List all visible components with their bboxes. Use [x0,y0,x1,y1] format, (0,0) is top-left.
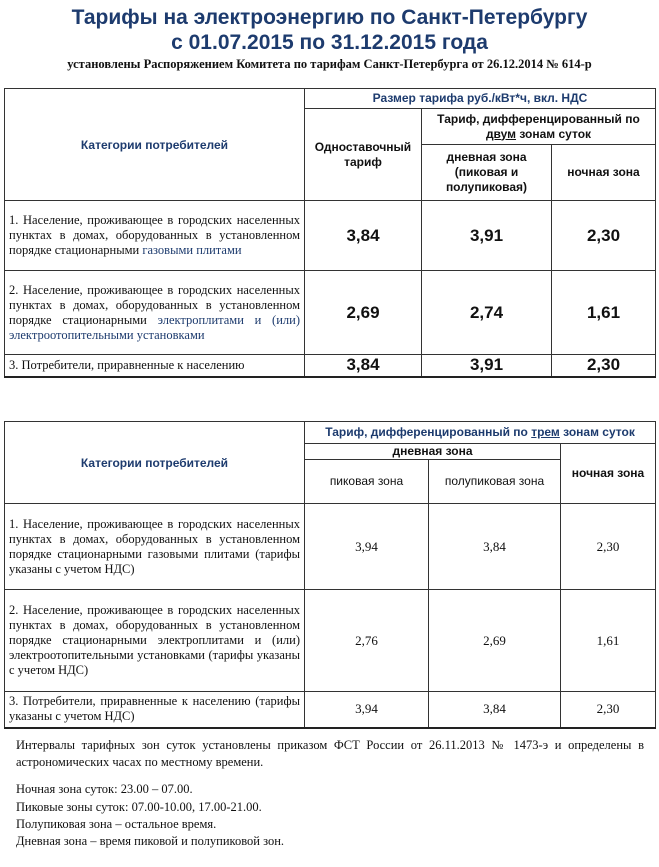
category-label-text: 2. Население, проживающее в городских населенных пунктах в домах, оборудованных в установленном порядке стационарными [9,282,300,327]
two-zone-header [422,109,656,145]
halfpeak-zone-value: 3,84 [429,692,561,728]
size-header: Размер тарифа руб./кВт*ч, вкл. НДС [305,89,656,109]
night-zone-value: 2,30 [552,355,656,377]
halfpeak-zone-note-text: – остальное время. [112,817,217,831]
category-label: 3. Потребители, приравненные к населению (тарифы указаны с учетом НДС) [5,692,305,728]
three-zone-header-post: зонам суток [559,425,635,439]
category-header: Категории потребителей [5,422,305,504]
night-zone-value: 1,61 [561,590,656,692]
intervals-note: Интервалы тарифных зон суток установлены приказом ФСТ России от 26.11.2013 № 1473-э и определены в астрономических часах по местному времени. [16,738,644,769]
three-zone-header-word: трем [531,425,560,439]
single-rate-value: 3,84 [305,201,422,271]
category-label-highlight: газовыми плитами [142,243,242,257]
night-zone-value: 2,30 [561,692,656,728]
day-zone-value: 3,91 [422,355,552,377]
peak-zone-header: пиковая зона [305,460,429,504]
tariff-table-two-zones [4,88,656,378]
tariff-table-three-zones [4,421,656,729]
halfpeak-zone-note-label: Полупиковая зона [16,817,113,831]
peak-zone-note [16,799,644,816]
day-zone-header: дневная зона [305,444,561,460]
category-label-text: 3. Потребители, приравненные к населению [9,357,245,372]
two-zone-header-pre: Тариф, дифференцированный по [437,111,640,126]
category-label [5,271,305,355]
page-title: Тарифы на электроэнергию по Санкт-Петербургу [71,6,588,29]
two-zone-header-word: двум [485,126,517,141]
night-zone-note [16,781,644,798]
halfpeak-zone-note [16,816,644,833]
peak-zone-value: 3,94 [305,504,429,590]
peak-zone-value: 2,76 [305,590,429,692]
category-label [5,355,305,377]
day-zone-value: 3,91 [422,201,552,271]
day-zone-note-text: – время пиковой и полупиковой зон. [87,834,285,848]
peak-zone-note-label: Пиковые зоны суток: [16,800,132,814]
day-zone-header: дневная зона (пиковая и полупиковая) [422,145,552,201]
night-zone-note-time: 23.00 – 07.00. [120,782,193,796]
night-zone-note-label: Ночная зона суток: [16,782,121,796]
single-rate-value: 2,69 [305,271,422,355]
night-zone-value: 1,61 [552,271,656,355]
category-header: Категории потребителей [5,89,305,201]
three-zone-header [305,422,656,444]
halfpeak-zone-value: 3,84 [429,504,561,590]
night-zone-header: ночная зона [552,145,656,201]
day-zone-note [16,833,644,850]
category-label-text: 1. Население, проживающее в городских населенных пунктах в домах, оборудованных в установленном порядке стационарными [9,213,300,257]
night-zone-header: ночная зона [561,444,656,504]
day-zone-value: 2,74 [422,271,552,355]
day-zone-note-label: Дневная зона [16,834,88,848]
peak-zone-note-time: 07.00-10.00, 17.00-21.00. [131,800,262,814]
peak-zone-value: 3,94 [305,692,429,728]
single-rate-value: 3,84 [305,355,422,377]
halfpeak-zone-header: полупиковая зона [429,460,561,504]
category-label: 2. Население, проживающее в городских населенных пунктах в домах, оборудованных в установленном порядке стационарными электроплитами и (или) электроотопительными установками (тарифы указаны с учетом НДС) [5,590,305,692]
night-zone-value: 2,30 [561,504,656,590]
night-zone-value: 2,30 [552,201,656,271]
single-rate-header: Одноставочный тариф [305,109,422,201]
category-label-highlight: электроплитами и (или) электроотопительными установками [9,312,300,342]
halfpeak-zone-value: 2,69 [429,590,561,692]
page-period: с 01.07.2015 по 31.12.2015 года [171,31,488,54]
category-label: 1. Население, проживающее в городских населенных пунктах в домах, оборудованных в установленном порядке стационарными газовыми плитами (тарифы указаны с учетом НДС) [5,504,305,590]
two-zone-header-post: зонам суток [516,126,592,141]
page-subtitle: установлены Распоряжением Комитета по тарифам Санкт-Петербурга от 26.12.2014 № 614-р [67,57,592,71]
category-label [5,201,305,271]
three-zone-header-pre: Тариф, дифференцированный по [325,425,532,439]
